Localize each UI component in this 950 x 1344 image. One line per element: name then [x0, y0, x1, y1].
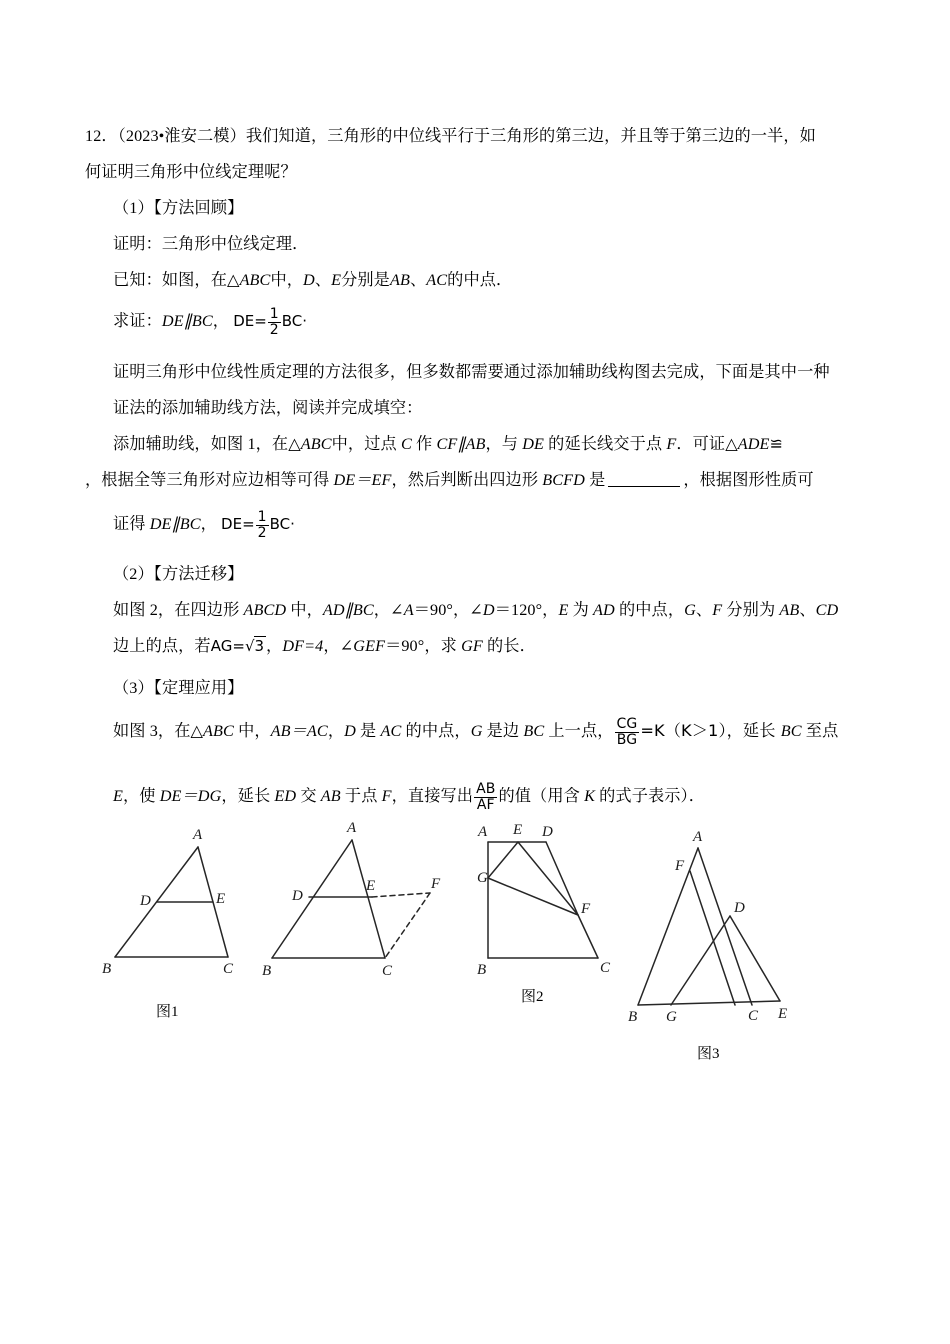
p3-frac2-num: AB	[476, 781, 496, 798]
p2-seg-ad: AD	[593, 601, 615, 619]
p3l2-point-e: E	[113, 787, 123, 805]
given-triangle-abc: ABC	[239, 271, 271, 289]
p3l2-d: 交	[296, 787, 321, 805]
fig3-label-D: D	[734, 900, 745, 916]
aux2-a: ，根据全等三角形对应边相等可得	[85, 471, 334, 489]
p3-e: 的中点，	[401, 722, 471, 740]
fig3-label-C: C	[748, 1008, 759, 1024]
p2-seg-cd: CD	[815, 601, 839, 619]
part2-line2	[85, 628, 875, 664]
goal-equation	[233, 306, 307, 338]
p2l2-b: ，	[266, 637, 283, 655]
goal-de-parallel-bc: DE∥BC	[161, 312, 213, 330]
aux-d: ，与	[485, 435, 523, 453]
p2-i: 分别为	[722, 601, 780, 619]
fig3-label-A: A	[693, 829, 703, 845]
fig1b-side-ac	[352, 840, 385, 958]
concl-fraction-half	[256, 510, 269, 540]
aux-e: 的延长线交于点	[544, 435, 667, 453]
fig2-label-A: A	[478, 824, 488, 840]
p2-ag-lhs: AG=	[210, 637, 245, 655]
p2-f: 为	[568, 601, 594, 619]
p3l2-f: ，直接写出	[391, 787, 474, 805]
concl-comma: ，	[200, 515, 217, 533]
fig2-seg-ge	[488, 842, 518, 878]
p3-seg-ac: AC	[380, 722, 402, 740]
part1-given	[85, 262, 875, 298]
p2-quad-abcd: ABCD	[243, 601, 287, 619]
p2-df-value: DF=4	[282, 637, 324, 655]
p2-a: 如图 2，在四边形	[113, 601, 244, 619]
p2-angle-gef: GEF	[353, 637, 386, 655]
part1-prove-label: 证明：三角形中位线定理．	[113, 235, 309, 253]
p2-b: 中，	[286, 601, 323, 619]
part3-heading: （3）【定理应用】	[113, 679, 244, 697]
problem-intro-line2: 何证明三角形中位线定理呢？	[85, 163, 297, 181]
p2l2-a: 边上的点，若	[113, 637, 211, 655]
p3-frac1-num: CG	[616, 716, 638, 733]
fig1b-dashed-fc	[385, 893, 430, 958]
figure-1-diagram	[100, 825, 260, 990]
figure-2-caption: 图2	[521, 989, 544, 1005]
problem-number: 12．	[85, 127, 118, 145]
fig3-label-B: B	[628, 1009, 638, 1025]
fig1b-label-A: A	[347, 820, 357, 836]
aux2-c: 是	[584, 471, 606, 489]
fig1-side-ac	[198, 847, 228, 957]
fig1-side-ab	[115, 847, 198, 957]
aux2-de-eq-ef: DE＝EF	[333, 471, 392, 489]
fig1-label-E: E	[216, 891, 226, 907]
part3-line2	[85, 770, 875, 822]
fig1b-side-ab	[272, 840, 352, 958]
part1-aux-line2	[85, 462, 875, 498]
given-mid: 中，	[270, 271, 304, 289]
part1-conclusion	[85, 498, 875, 550]
p3-frac1-den: BG	[615, 732, 640, 747]
fig2-seg-ef	[518, 842, 578, 915]
p3l2-b: ，使	[123, 787, 160, 805]
p2-angle-a: A	[403, 601, 414, 619]
fig1b-label-C: C	[382, 963, 393, 979]
concl-eq-rhs: BC·	[269, 515, 295, 533]
fig3-label-E: E	[778, 1006, 788, 1022]
fig2-label-C: C	[600, 960, 611, 976]
aux-a: 添加辅助线，如图 1，在△	[113, 435, 301, 453]
p2-c: ，∠	[373, 601, 404, 619]
goal-eq-lhs: DE=	[233, 312, 267, 330]
aux-c: 作	[411, 435, 437, 453]
aux-seg-de: DE	[522, 435, 545, 453]
aux-f: ．可证△	[676, 435, 738, 453]
part2-heading: （2）【方法迁移】	[113, 565, 244, 583]
figure-3-diagram	[630, 828, 800, 1023]
p3l2-g: 的值（用含	[498, 787, 585, 805]
fig2-seg-gf	[488, 878, 578, 915]
p2-h: 、	[695, 601, 713, 619]
fig3-seg-dg	[671, 916, 730, 1005]
fig1b-label-B: B	[262, 963, 272, 979]
concl-frac-den: 2	[257, 524, 267, 541]
goal-frac-den: 2	[269, 321, 279, 338]
figure-3-caption: 图3	[697, 1046, 720, 1062]
p3-b: 中，	[233, 722, 271, 740]
aux2-d: ，根据图形性质可	[683, 471, 814, 489]
given-seg-ab: AB	[389, 271, 410, 289]
p3-triangle-abc: ABC	[203, 722, 234, 740]
part1-aux-line	[85, 426, 875, 462]
concl-eq-lhs: DE=	[221, 515, 255, 533]
problem-source: （2023•淮安二模）	[117, 127, 246, 145]
fig2-label-G: G	[477, 870, 488, 886]
fig1b-dashed-ef	[372, 893, 430, 897]
p3l2-seg-ab: AB	[320, 787, 341, 805]
concl-frac-num: 1	[257, 509, 267, 526]
p2-e: ＝120°，	[494, 601, 559, 619]
concl-de-parallel-bc: DE∥BC	[149, 515, 201, 533]
given-tail: 的中点．	[447, 271, 513, 289]
fig1b-label-D: D	[292, 888, 303, 904]
concl-equation	[221, 509, 295, 541]
p3l2-k: K	[584, 787, 595, 805]
fig3-seg-fc	[690, 871, 735, 1005]
p3l2-point-f: F	[381, 787, 392, 805]
p3-h: =K（K＞1），延长	[640, 721, 781, 740]
p3-seg-bc2: BC	[780, 722, 802, 740]
method-text-line1: 证明三角形中位线性质定理的方法很多，但多数都需要通过添加辅助线构图去完成，下面是其中一种	[113, 363, 830, 381]
figure-2-diagram	[478, 820, 618, 980]
fig1-label-D: D	[140, 893, 151, 909]
fig3-label-F: F	[675, 858, 685, 874]
p2-seg-gf: GF	[461, 637, 483, 655]
p2l2-e: 的长．	[482, 637, 536, 655]
aux-b: 中，过点	[331, 435, 401, 453]
p2-d: ＝90°，∠	[413, 601, 483, 619]
problem-intro-paragraph	[85, 118, 875, 190]
part2-line1	[85, 592, 875, 628]
p3-seg-bc: BC	[523, 722, 545, 740]
given-point-d: D	[303, 271, 315, 289]
given-prefix: 已知：如图，在△	[113, 271, 240, 289]
p3l2-de-eq-dg: DE＝DG	[159, 787, 222, 805]
fig1b-label-F: F	[431, 876, 441, 892]
part1-heading: （1）【方法回顾】	[113, 199, 244, 217]
aux2-quad-bcfd: BCFD	[542, 471, 585, 489]
fig1b-label-E: E	[366, 878, 376, 894]
goal-frac-num: 1	[269, 306, 279, 323]
fig2-label-E: E	[513, 822, 523, 838]
part1-method-text	[85, 354, 875, 426]
p2-point-f: F	[712, 601, 723, 619]
fig1-label-C: C	[223, 961, 234, 977]
fig1-label-A: A	[193, 827, 203, 843]
figure-1b-diagram	[262, 820, 447, 985]
p3l2-h: 的式子表示）．	[594, 787, 706, 805]
given-mid2: 分别是	[341, 271, 390, 289]
part1-goal	[85, 298, 875, 344]
fig3-seg-de	[730, 916, 780, 1001]
fig2-label-D: D	[542, 824, 553, 840]
p2-ad-parallel-bc: AD∥BC	[322, 601, 374, 619]
p3-ab-eq-ac: AB＝AC	[270, 722, 328, 740]
concl-prefix: 证得	[113, 515, 150, 533]
given-point-e: E	[331, 271, 342, 289]
p3l2-e: 于点	[340, 787, 382, 805]
p3-f: 是边	[482, 722, 524, 740]
fig3-side-ab	[638, 848, 698, 1005]
p3-fraction-ab-af	[474, 782, 497, 812]
p3l2-c: ，延长	[221, 787, 275, 805]
given-sep2: 、	[409, 271, 427, 289]
aux-point-f: F	[666, 435, 677, 453]
fig2-side-fc	[578, 915, 598, 958]
p3-g: 上一点，	[544, 722, 614, 740]
aux-point-c: C	[400, 435, 412, 453]
p3-fraction-cg-bg	[615, 717, 640, 747]
p3-frac2-den: AF	[474, 797, 497, 812]
p2-angle-d: D	[482, 601, 495, 619]
aux-cf-parallel-ab: CF∥AB	[436, 435, 486, 453]
aux-congruent-symbol: ≌	[769, 435, 784, 453]
aux-triangle-abc: ABC	[300, 435, 332, 453]
p3-point-d: D	[344, 722, 356, 740]
fig2-side-df	[546, 842, 578, 915]
p3l2-seg-ed: ED	[274, 787, 297, 805]
fill-in-blank[interactable]	[608, 486, 680, 487]
p3-i: 至点	[801, 722, 839, 740]
p3-a: 如图 3，在△	[113, 722, 204, 740]
given-sep1: 、	[314, 271, 332, 289]
fig3-side-be	[638, 1001, 780, 1005]
problem-intro-line1: 我们知道，三角形的中位线平行于三角形的第三边，并且等于第三边的一半，如	[245, 127, 816, 145]
aux-triangle-ade: ADE	[737, 435, 770, 453]
part3-line1	[85, 706, 875, 756]
given-seg-ac: AC	[426, 271, 448, 289]
sqrt-radicand: 3	[254, 637, 265, 655]
p3-d: 是	[355, 722, 381, 740]
fig3-label-G: G	[666, 1009, 677, 1025]
figure-1-caption: 图1	[156, 1004, 179, 1020]
p2l2-d: ＝90°，求	[385, 637, 462, 655]
p3-point-g: G	[470, 722, 483, 740]
fig1-label-B: B	[102, 961, 112, 977]
p2-g: 的中点，	[614, 601, 685, 619]
method-text-line2: 证法的添加辅助线方法，阅读并完成填空：	[113, 399, 423, 417]
fig2-label-F: F	[581, 901, 591, 917]
p2-seg-ab: AB	[779, 601, 800, 619]
goal-fraction-half	[268, 307, 281, 337]
fig2-label-B: B	[477, 962, 487, 978]
goal-comma: ，	[212, 312, 230, 330]
aux2-b: ，然后判断出四边形	[391, 471, 543, 489]
goal-eq-rhs: BC·	[281, 312, 307, 330]
p2l2-c: ，∠	[323, 637, 354, 655]
p2-j: 、	[799, 601, 816, 619]
problem-body	[85, 118, 875, 822]
fig3-side-ac-ext-e	[698, 848, 752, 1005]
sqrt-symbol: √3	[244, 637, 265, 655]
p2-point-g: G	[684, 601, 696, 619]
p3-c: ，	[327, 722, 345, 740]
goal-prefix: 求证：	[113, 312, 162, 330]
p2-point-e: E	[558, 601, 569, 619]
p2-ag-sqrt3	[211, 637, 266, 655]
